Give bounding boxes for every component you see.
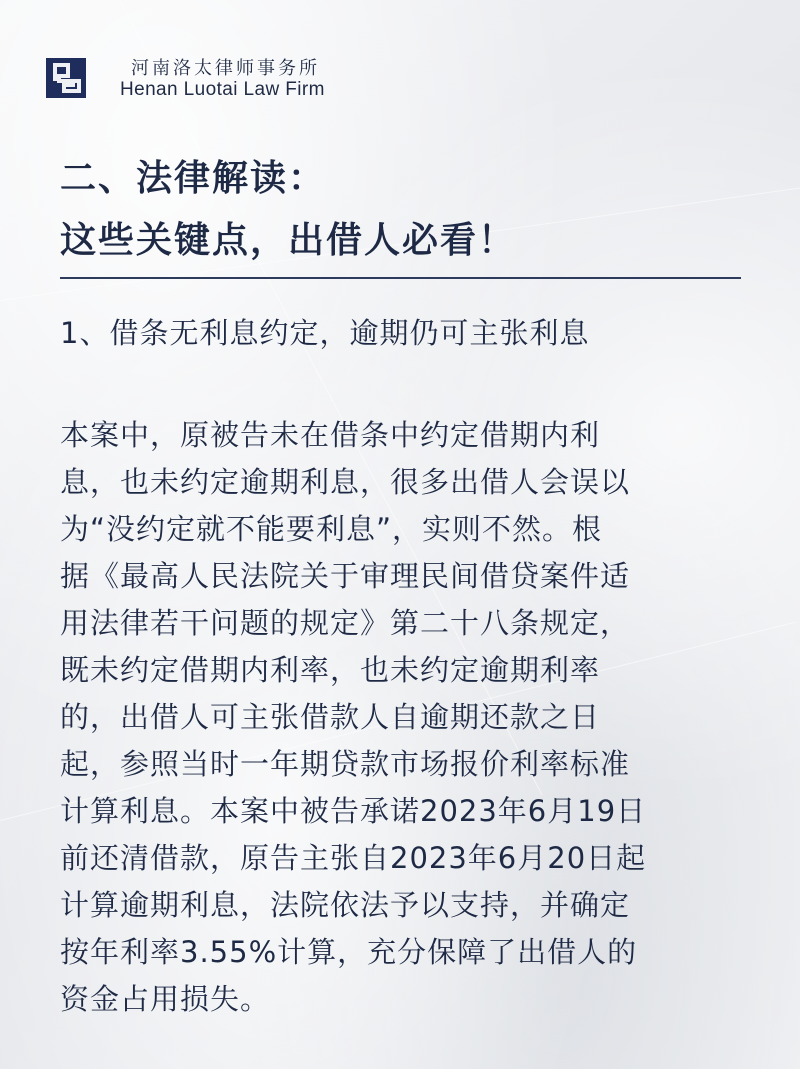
body-line: 计算逾期利息，法院依法予以支持，并确定 xyxy=(60,888,631,922)
body-line: 既未约定借期内利率，也未约定逾期利率 xyxy=(60,653,601,687)
firm-name-en: Henan Luotai Law Firm xyxy=(120,79,325,100)
firm-name-cn: 河南洛太律师事务所 xyxy=(131,58,320,79)
body-line: 前还清借款，原告主张自2023年6月20日起 xyxy=(60,841,647,875)
page-title-line-1: 二、法律解读： xyxy=(60,158,327,199)
section-heading: 1、借条无利息约定，逾期仍可主张利息 xyxy=(60,316,590,350)
divider xyxy=(60,277,741,279)
body-line: 据《最高人民法院关于审理民间借贷案件适 xyxy=(60,559,631,593)
body-line: 用法律若干问题的规定》第二十八条规定， xyxy=(60,606,631,640)
body-line: 本案中，原被告未在借条中约定借期内利 xyxy=(60,418,601,452)
body-line: 的，出借人可主张借款人自逾期还款之日 xyxy=(60,700,601,734)
body-line: 按年利率3.55%计算，充分保障了出借人的 xyxy=(60,935,638,969)
body-line: 起，参照当时一年期贷款市场报价利率标准 xyxy=(60,747,631,781)
body-line: 资金占用损失。 xyxy=(60,982,271,1016)
body-line: 息，也未约定逾期利息，很多出借人会误以 xyxy=(60,465,631,499)
luotai-logo-icon xyxy=(46,58,86,98)
page-title-line-2: 这些关键点，出借人必看！ xyxy=(60,220,517,261)
body-line: 计算利息。本案中被告承诺2023年6月19日 xyxy=(60,794,647,828)
body-line: 为“没约定就不能要利息”，实则不然。根 xyxy=(60,512,603,546)
